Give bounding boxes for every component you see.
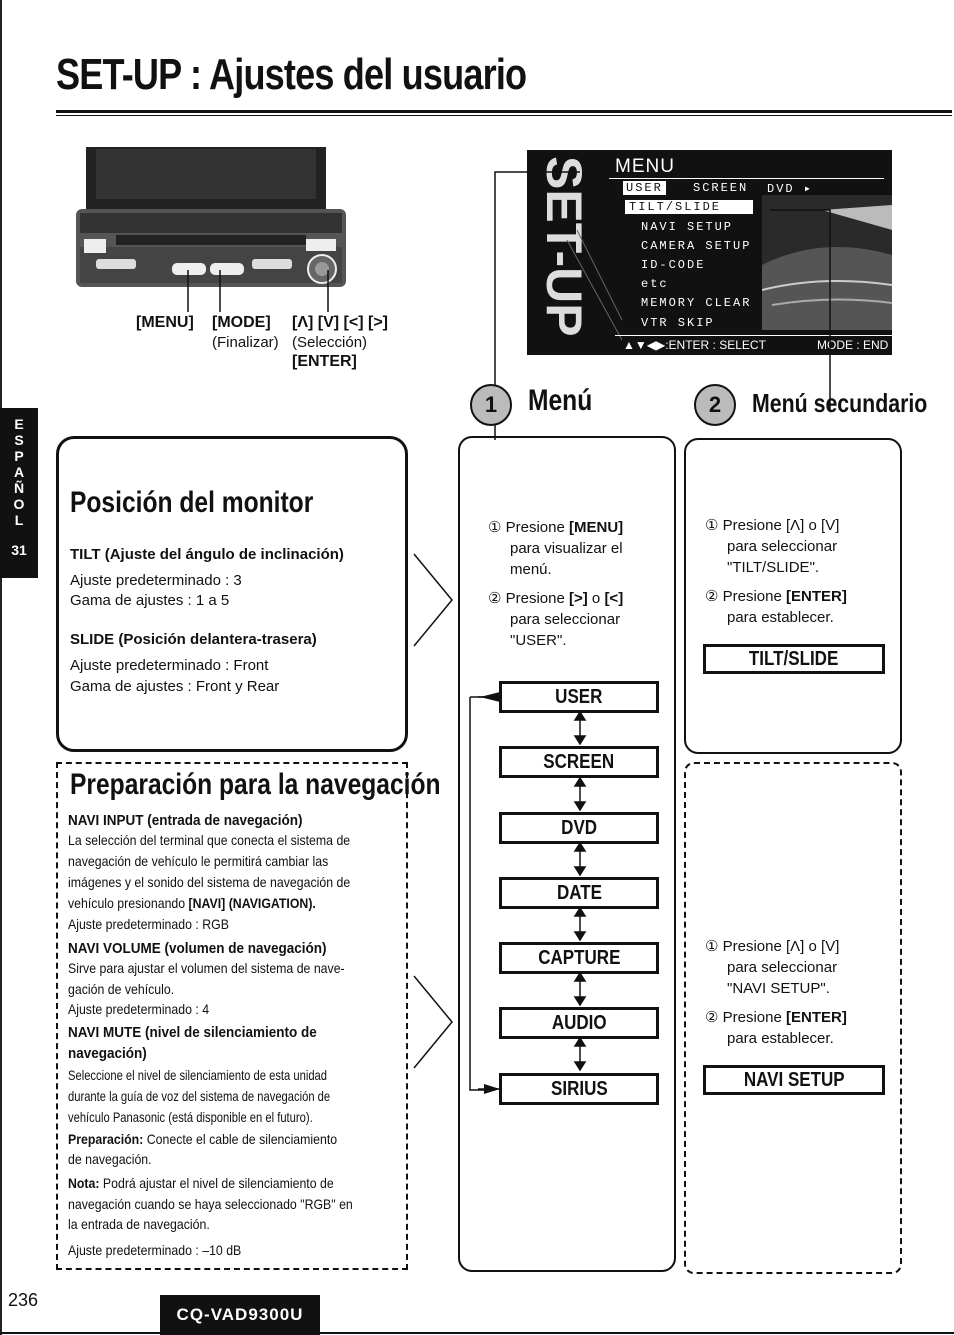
model-badge: CQ-VAD9300U (160, 1295, 320, 1335)
screen-item-navi-setup: NAVI SETUP (641, 220, 734, 234)
tilt-step-1 (705, 515, 839, 536)
bottom-rule (0, 1332, 954, 1334)
screen-item-etc: etc (641, 277, 669, 291)
screen-menu-title: MENU (615, 156, 675, 177)
svg-text:SET-UP: SET-UP (536, 156, 592, 337)
menu-item-label: USER (555, 685, 603, 708)
menu-step-1-line: para visualizar el (510, 540, 623, 557)
tilt-subheading: TILT (Ajuste del ángulo de inclinación) (70, 546, 344, 563)
page-number: 236 (8, 1290, 39, 1310)
tab-letter: P (14, 448, 24, 464)
navi-step-1-line: para seleccionar (727, 959, 838, 976)
arrow-keys-sublabel: (Selección) (292, 334, 368, 351)
step-text: Presione (505, 590, 569, 607)
tab-number: 31 (11, 542, 27, 558)
tilt-default: Ajuste predeterminado : 3 (70, 572, 242, 589)
navi-mute-preparation-cont: de navegación. (68, 1151, 152, 1167)
tab-letter: A (13, 464, 25, 480)
page-title: SET-UP : Ajustes del usuario (56, 50, 527, 99)
navi-input-text: vehículo presionando (68, 895, 189, 911)
navi-volume-line: gación de vehículo. (68, 981, 175, 997)
head-unit-drawing (76, 147, 346, 287)
step-number: ② (705, 1009, 719, 1026)
language-tab (0, 408, 38, 578)
navi-mute-line: durante la guía de voz del sistema de navegación de (68, 1088, 331, 1104)
navigation-heading: Preparación para la navegación (70, 768, 441, 801)
step-text: Presione [Λ] o [V] (722, 517, 840, 534)
navi-input-line (68, 893, 316, 914)
result-label: NAVI SETUP (743, 1068, 845, 1091)
menu-item-label: DATE (556, 881, 602, 904)
submenu-heading: Menú secundario (752, 388, 928, 418)
navi-input-subheading: NAVI INPUT (entrada de navegación) (68, 812, 303, 829)
menu-step-1-line: menú. (510, 561, 552, 578)
tilt-slide-result-box (703, 644, 885, 674)
menu-key-label: [MENU] (136, 314, 194, 331)
step-text: Presione (722, 588, 786, 605)
tilt-step-1-line: para seleccionar (727, 538, 838, 555)
navi-mute-default: Ajuste predeterminado : –10 dB (68, 1242, 242, 1258)
monitor-heading: Posición del monitor (70, 486, 314, 519)
menu-item-label: CAPTURE (537, 946, 621, 969)
menu-step-2 (488, 588, 623, 609)
step-number: ① (488, 519, 502, 536)
tab-letter: Ñ (13, 480, 25, 496)
preparation-label: Preparación: (68, 1131, 144, 1147)
result-label: TILT/SLIDE (749, 647, 839, 670)
enter-key-name: [ENTER] (786, 588, 847, 605)
screen-tab-dvd: DVD ▸ (767, 182, 814, 196)
flow-arrow-right-2 (412, 974, 456, 1070)
navi-key-name: [NAVI] (NAVIGATION). (188, 895, 316, 911)
note-label: Nota: (68, 1175, 100, 1191)
screen-footer-select: ▲▼◀▶:ENTER : SELECT (623, 338, 766, 352)
step-text: o (587, 590, 605, 607)
step-badge-1: 1 (470, 384, 512, 426)
mode-key-sublabel: (Finalizar) (212, 334, 279, 351)
navi-mute-preparation (68, 1129, 337, 1150)
tab-letter: O (13, 496, 25, 512)
menu-column-box (458, 436, 676, 1272)
navi-input-line: navegación de vehículo le permitirá cambiar las (68, 853, 329, 869)
control-leader-lines (180, 270, 340, 315)
step-number: ② (705, 588, 719, 605)
arrow-into-user (478, 690, 502, 704)
step-text: Presione [Λ] o [V] (722, 938, 840, 955)
step-number: ① (705, 517, 719, 534)
step-text: Presione (505, 519, 569, 536)
navi-input-default: Ajuste predeterminado : RGB (68, 916, 229, 932)
screen-tab-user: USER (623, 181, 666, 195)
tilt-step-1-line: "TILT/SLIDE". (727, 559, 820, 576)
slide-range: Gama de ajustes : Front y Rear (70, 678, 280, 695)
navi-volume-line: Sirve para ajustar el volumen del sistema de nave- (68, 960, 345, 976)
screen-footer-end: MODE : END (817, 338, 889, 352)
navi-volume-default: Ajuste predeterminado : 4 (68, 1001, 210, 1017)
tab-letter: L (14, 512, 24, 528)
menu-item-label: AUDIO (551, 1011, 607, 1034)
screen-item-vtr-skip: VTR SKIP (641, 316, 715, 330)
step-number: ① (705, 938, 719, 955)
tilt-step-2 (705, 586, 847, 607)
navi-setup-result-box (703, 1065, 885, 1095)
screen-item-label: TILT/SLIDE (629, 200, 722, 214)
navi-step-2-line: para establecer. (727, 1030, 834, 1047)
menu-step-2-line: "USER". (510, 632, 567, 649)
navi-step-1 (705, 936, 839, 957)
step-badge-2: 2 (694, 384, 736, 426)
tilt-range: Gama de ajustes : 1 a 5 (70, 592, 230, 609)
navi-mute-subheading-cont: navegación) (68, 1045, 147, 1062)
mode-key-label: [MODE] (212, 314, 271, 331)
step-text: Presione (722, 1009, 786, 1026)
menu-item-double-arrows (570, 710, 590, 1080)
right-key-name: [>] (569, 590, 588, 607)
step-number: ② (488, 590, 502, 607)
head-unit-illustration (76, 147, 346, 287)
tab-letter: E (14, 416, 24, 432)
preparation-text: Conecte el cable de silenciamiento (143, 1131, 338, 1147)
title-rule (56, 110, 952, 113)
menu-item-label: DVD (561, 816, 597, 839)
tilt-step-2-line: para establecer. (727, 609, 834, 626)
left-key-name: [<] (604, 590, 624, 607)
menu-item-label: SCREEN (543, 750, 615, 773)
menu-step-2-line: para seleccionar (510, 611, 621, 628)
left-margin-rule (0, 0, 2, 1335)
navi-input-line: imágenes y el sonido del sistema de navegación de (68, 874, 351, 890)
navi-step-1-line: "NAVI SETUP". (727, 980, 830, 997)
arrow-keys-label: [Λ] [V] [<] [>] (292, 314, 388, 331)
screen-item-camera-setup: CAMERA SETUP (641, 239, 752, 253)
enter-key-name: [ENTER] (786, 1009, 847, 1026)
navi-step-2 (705, 1007, 847, 1028)
note-text: Podrá ajustar el nivel de silenciamiento de (99, 1175, 334, 1191)
slide-subheading: SLIDE (Posición delantera-trasera) (70, 631, 317, 648)
menu-step-1 (488, 517, 623, 538)
menu-item-user (499, 681, 659, 713)
navi-mute-note-line: la entrada de navegación. (68, 1216, 210, 1232)
navi-mute-note-line: navegación cuando se haya seleccionado "RGB" en (68, 1196, 353, 1212)
screen-item-id-code: ID-CODE (641, 258, 706, 272)
menu-heading: Menú (528, 384, 593, 417)
navi-mute-subheading: NAVI MUTE (nivel de silenciamiento de (68, 1024, 317, 1041)
menu-key-name: [MENU] (569, 519, 624, 536)
menu-item-label: SIRIUS (550, 1077, 608, 1100)
navi-mute-note (68, 1173, 334, 1194)
enter-key-label: [ENTER] (292, 353, 357, 370)
arrow-into-sirius (478, 1082, 502, 1096)
title-rule-thin (56, 115, 952, 116)
screen-item-memory-clear: MEMORY CLEAR (641, 296, 752, 310)
tab-letter: S (14, 432, 24, 448)
flow-arrow-right-1 (412, 552, 456, 648)
navi-volume-subheading: NAVI VOLUME (volumen de navegación) (68, 940, 327, 957)
screen-tab-screen: SCREEN (693, 181, 749, 195)
slide-default: Ajuste predeterminado : Front (70, 657, 269, 674)
navi-mute-line: Seleccione el nivel de silenciamiento de esta unidad (68, 1067, 328, 1083)
navi-input-line: La selección del terminal que conecta el sistema de (68, 832, 351, 848)
navi-mute-line: vehículo Panasonic (está disponible en el futuro). (68, 1109, 313, 1125)
